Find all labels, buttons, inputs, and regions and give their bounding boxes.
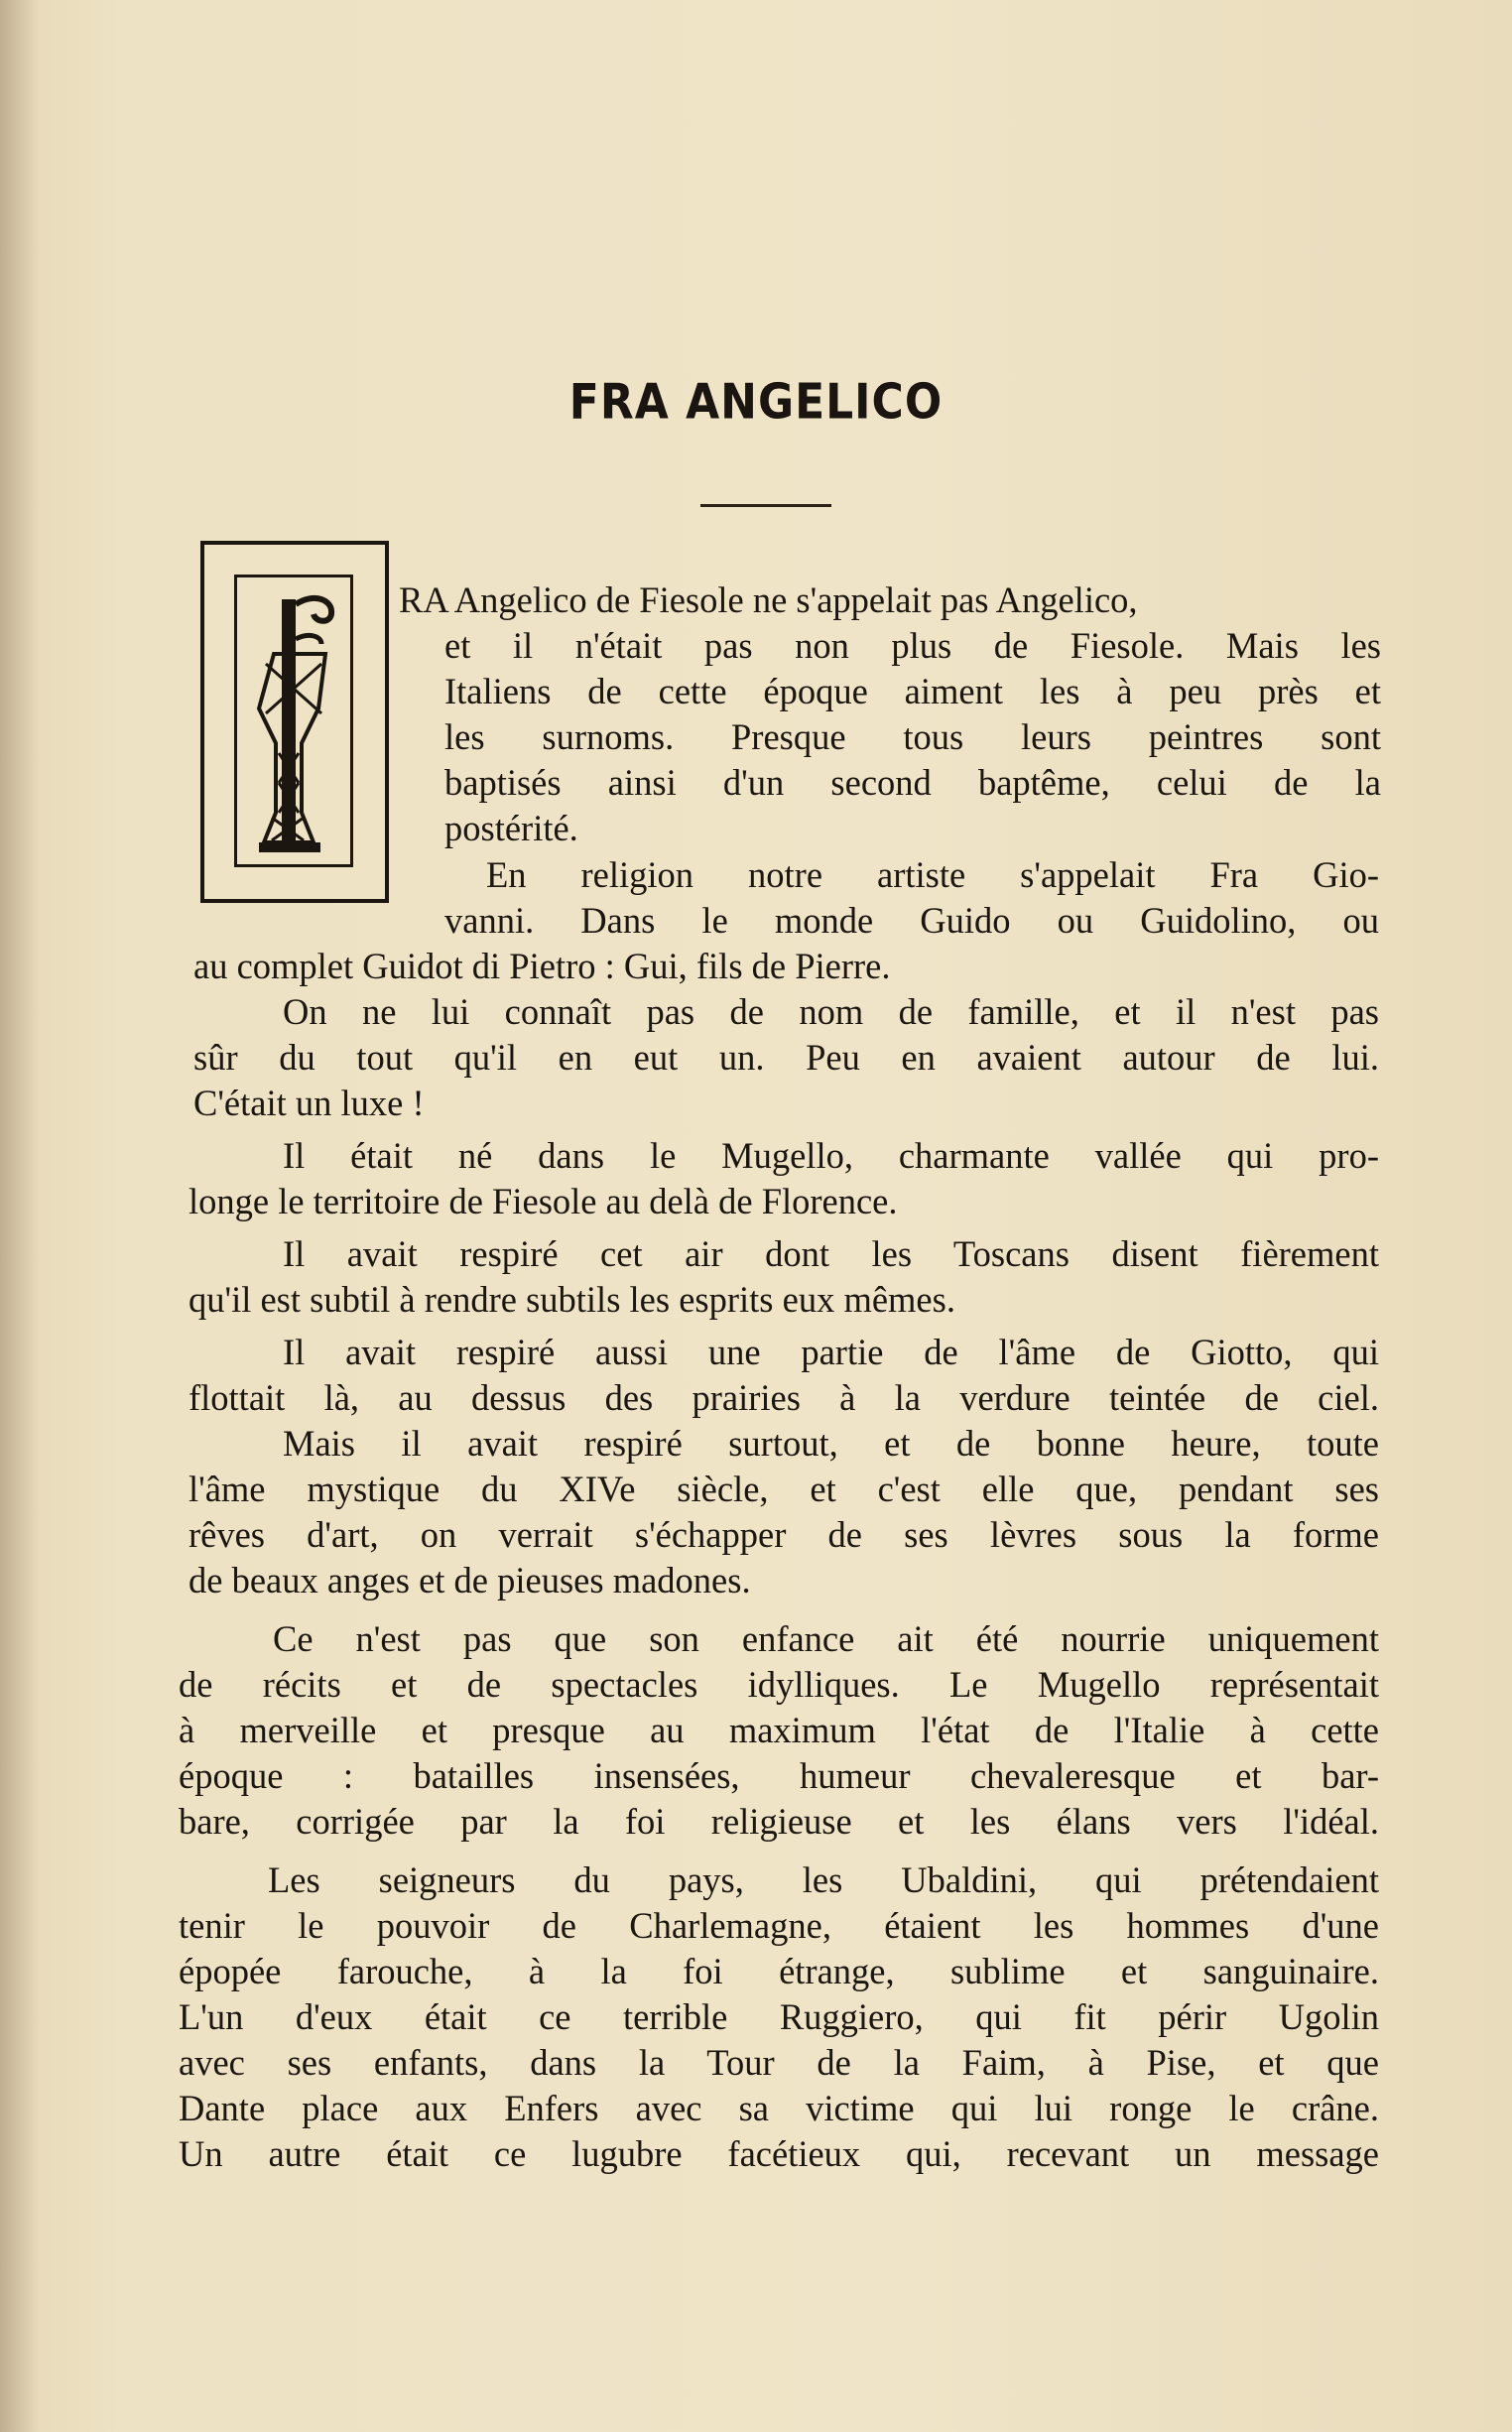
text-line: Il avait respiré cet air dont les Toscans disent fièrement	[283, 1233, 1379, 1274]
text-line: à merveille et presque au maximum l'état de l'Italie à cette	[179, 1710, 1379, 1750]
chapter-title: FRA ANGELICO	[568, 373, 944, 432]
text-line: Ce n'est pas que son enfance ait été nourrie uniquement	[273, 1618, 1379, 1659]
text-line: et il n'était pas non plus de Fiesole. Mais les	[444, 625, 1381, 666]
ornamental-drop-cap	[200, 541, 389, 903]
text-line: de beaux anges et de pieuses madones.	[189, 1560, 751, 1600]
text-line: longe le territoire de Fiesole au delà de Florence.	[189, 1181, 898, 1221]
title-rule	[700, 504, 831, 507]
text-line: épopée farouche, à la foi étrange, sublime et sanguinaire.	[179, 1951, 1379, 1991]
drop-cap-letter-icon	[204, 545, 393, 907]
text-line: tenir le pouvoir de Charlemagne, étaient les hommes d'une	[179, 1905, 1379, 1946]
text-line: Un autre était ce lugubre facétieux qui, recevant un message	[179, 2133, 1379, 2174]
text-line: rêves d'art, on verrait s'échapper de ses lèvres sous la forme	[189, 1514, 1379, 1555]
text-line: Il avait respiré aussi une partie de l'âme de Giotto, qui	[283, 1332, 1379, 1372]
text-line: On ne lui connaît pas de nom de famille, et il n'est pas	[283, 991, 1379, 1032]
text-line: L'un d'eux était ce terrible Ruggiero, qui fit périr Ugolin	[179, 1996, 1379, 2037]
text-line: RA Angelico de Fiesole ne s'appelait pas Angelico,	[399, 579, 1138, 620]
text-line: Mais il avait respiré surtout, et de bonne heure, toute	[283, 1423, 1379, 1464]
text-line: flottait là, au dessus des prairies à la verdure teintée de ciel.	[189, 1377, 1379, 1418]
text-line: Dante place aux Enfers avec sa victime qui lui ronge le crâne.	[179, 2088, 1379, 2128]
text-line: sûr du tout qu'il en eut un. Peu en avaient autour de lui.	[193, 1037, 1379, 1078]
text-line: les surnoms. Presque tous leurs peintres sont	[444, 716, 1381, 757]
text-line: Les seigneurs du pays, les Ubaldini, qui prétendaient	[268, 1859, 1379, 1900]
text-line: Italiens de cette époque aiment les à peu près et	[444, 671, 1381, 711]
text-line: C'était un luxe !	[193, 1083, 425, 1123]
text-line: En religion notre artiste s'appelait Fra Gio-	[486, 854, 1379, 895]
text-line: postérité.	[444, 808, 578, 848]
text-line: au complet Guidot di Pietro : Gui, fils de Pierre.	[193, 946, 891, 986]
gutter-shadow	[0, 0, 40, 2432]
text-line: de récits et de spectacles idylliques. Le Mugello représentait	[179, 1664, 1379, 1705]
text-line: époque : batailles insensées, humeur chevaleresque et bar-	[179, 1755, 1379, 1796]
text-line: l'âme mystique du XIVe siècle, et c'est elle que, pendant ses	[189, 1469, 1379, 1509]
text-line: bare, corrigée par la foi religieuse et les élans vers l'idéal.	[179, 1801, 1379, 1842]
text-line: avec ses enfants, dans la Tour de la Faim, à Pise, et que	[179, 2042, 1379, 2083]
text-line: Il était né dans le Mugello, charmante vallée qui pro-	[283, 1135, 1379, 1176]
text-line: baptisés ainsi d'un second baptême, celui de la	[444, 762, 1381, 803]
text-line: qu'il est subtil à rendre subtils les esprits eux mêmes.	[189, 1279, 955, 1320]
text-line: vanni. Dans le monde Guido ou Guidolino, ou	[444, 900, 1379, 941]
